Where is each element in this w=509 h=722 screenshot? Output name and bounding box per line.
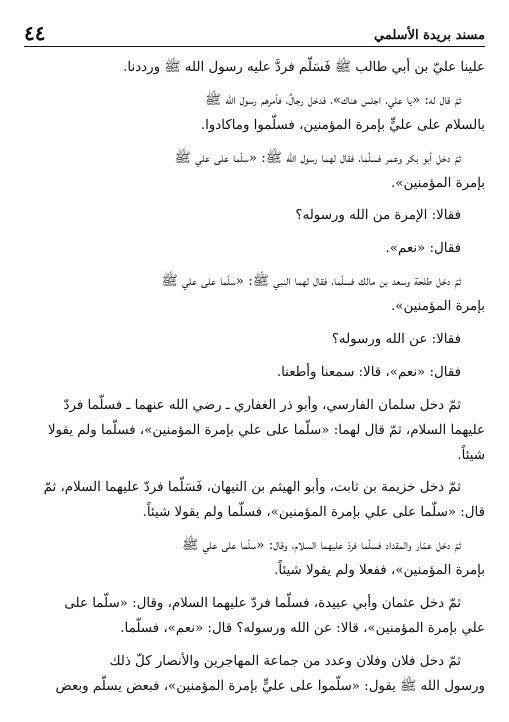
page-number: ٤٤ (24, 21, 46, 45)
text-line: علي بإمرة المؤمنين»، قالا: عن الله ورسوله؟ قال: «نعم»، فسلّما. (120, 620, 485, 636)
text-line: ثمّ دخل أبو بكر وعمر فسلّما، فقال لهما رسول الله ﷺ: «سلّما على علي ﷺ (174, 150, 461, 166)
body-text (30, 56, 485, 700)
text-line: بإمرة المؤمنين». (391, 299, 485, 315)
text-line: ثمّ قال له: «يا علي، اجلس هناك»، فدخل رجالٌ، فأمرهم رسول الله ﷺ (204, 92, 461, 108)
text-line: بإمرة المؤمنين». (391, 175, 485, 191)
text-line: علينا عليّ بن أبي طالب ﷺ فَسَلَّم فردَّ عليه رسول الله ﷺ ورددنا. (123, 60, 485, 75)
text-line: ثمّ دخل عثمان وأبي عبيدة، فسلّما فردّ عليهما السلام، وقال: «سلّما على (64, 596, 461, 612)
text-line: ثمّ دخل طلحة وسعد بن مالك فسلّما، فقال لهما النبي ﷺ: «سلّما على علي ﷺ (161, 274, 461, 290)
text-line: عليهما السلام، ثمّ قال لهما: «سلّما على علي بإمرة المؤمنين»، فسلّما ولم يقولا (47, 422, 485, 438)
text-line: ثمّ دخل سلمان الفارسي، وأبو ذر الغفاري ـ رضي الله عنهما ـ فسلّما فردّ (63, 397, 461, 413)
text-line: شيئاً. (457, 447, 485, 463)
text-line: فقال: «نعم»، قالا: سمعنا وأطعنا. (276, 364, 461, 380)
text-line: قال: «سلّما على علي بإمرة المؤمنين»، فسلّما ولم يقولا شيئاً. (142, 505, 485, 521)
text-line: فقالا: عن الله ورسوله؟ (331, 332, 461, 348)
text-line: بإمرة المؤمنين»، ففعلا ولم يقولا شيئاً. (274, 563, 485, 579)
text-line: ثمّ دخل عمّار والمقداد فسلّما فردّ عليهما السلام، وقال: «سلّما على علي ﷺ (182, 538, 461, 554)
page-header (24, 18, 485, 47)
text-line: بالسلام على عليٍّ بإمرة المؤمنين، فسلّموا وماكادوا. (200, 117, 485, 133)
text-line: فقالا: الإمرة من الله ورسوله؟ (295, 208, 461, 224)
text-line: ورسول الله ﷺ يقول: «سلّموا على عليٍّ بإمرة المؤمنين»، فبعض يسلّم وبعض (55, 678, 485, 694)
text-line: ثمّ دخل خزيمة بن ثابت، وأبو الهيثم بن التيهان، فَسَلّما فردّ عليهما السلام، ثمّ (43, 480, 461, 496)
running-title: مسند بريدة الأسلمي (374, 28, 485, 43)
text-line: فقال: «نعم». (385, 241, 461, 257)
text-line: ثمّ دخل فلان وفلان وعدد من جماعة المهاجرين والأنصار كلّ ذلك (109, 653, 461, 669)
